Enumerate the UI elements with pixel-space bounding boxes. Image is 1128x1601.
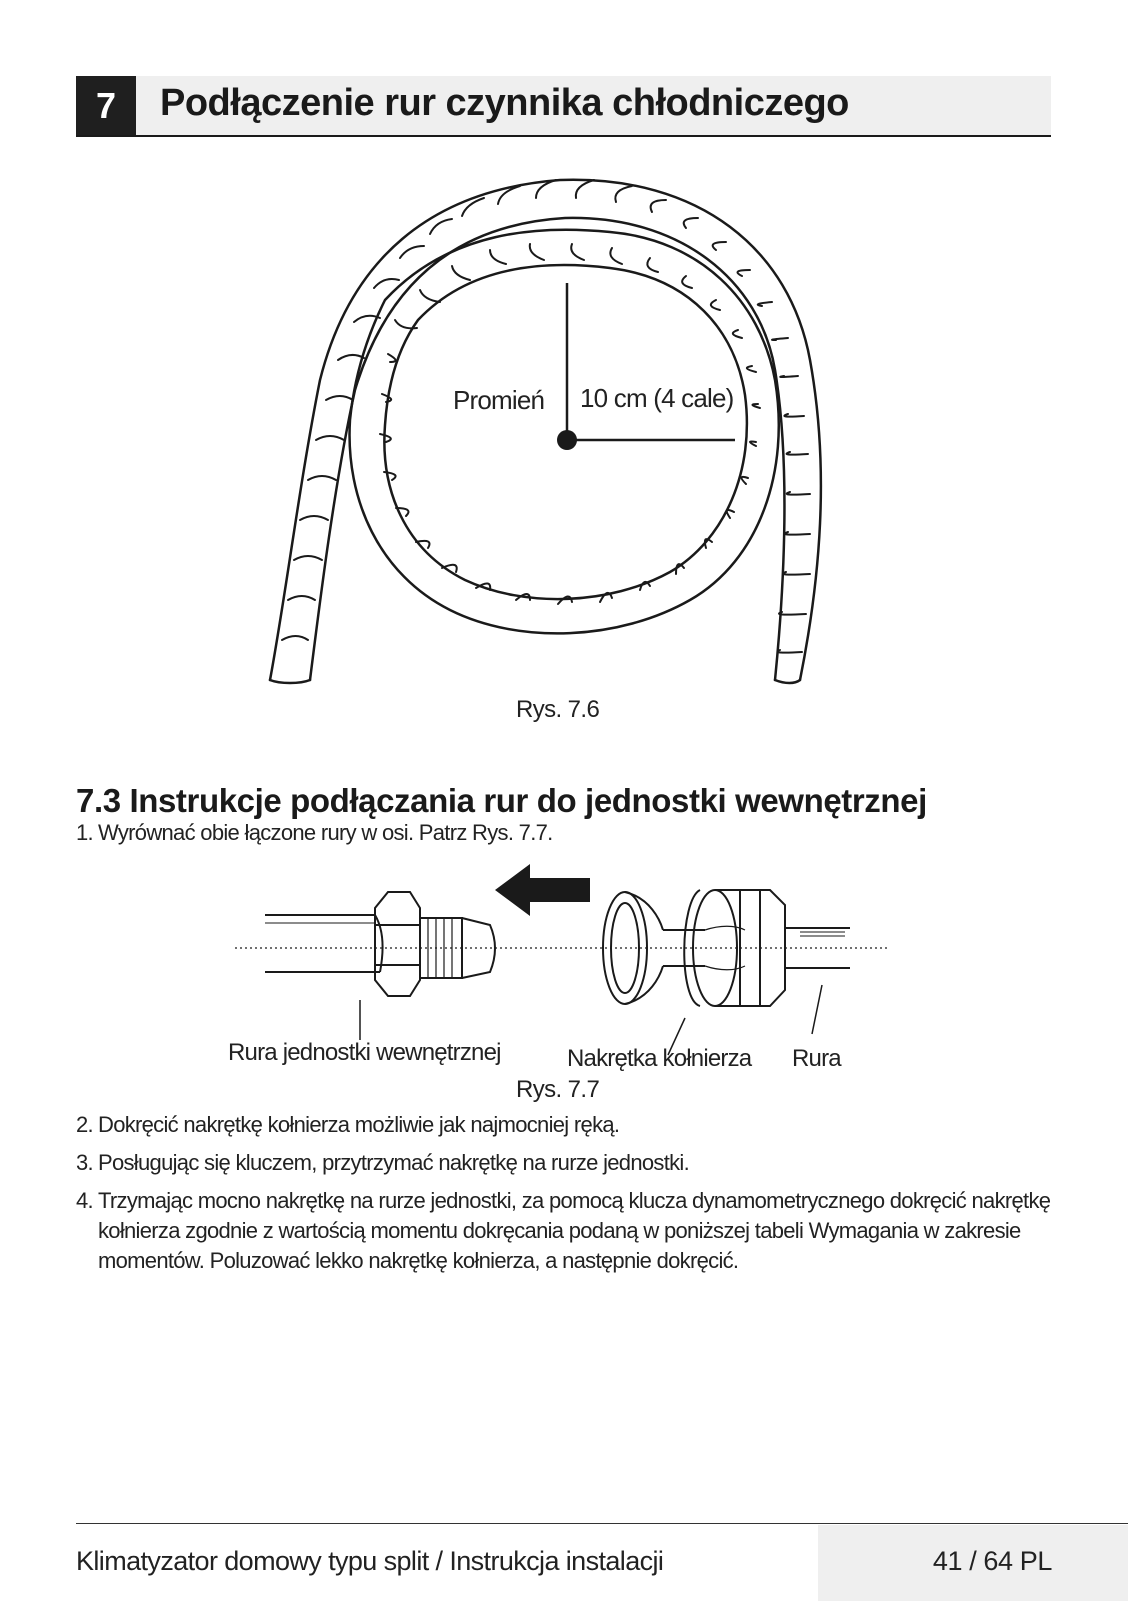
step-text: Posługując się kluczem, przytrzymać nakrętkę na rurze jednostki. [98, 1150, 690, 1175]
section-title: Podłączenie rur czynnika chłodniczego [160, 82, 849, 124]
section-header [76, 76, 1051, 137]
footer-rule [76, 1523, 1128, 1524]
step-text: Wyrównać obie łączone rury w osi. Patrz Rys. 7.7. [98, 820, 553, 845]
step-3 [76, 1148, 1051, 1178]
label-flare-nut: Nakrętka kołnierza [567, 1045, 752, 1072]
step-1 [76, 818, 1051, 848]
step-2 [76, 1110, 1051, 1140]
figure-coiled-pipe [250, 170, 860, 690]
step-number: 1. [76, 820, 93, 845]
radius-label: Promień [453, 385, 545, 415]
step-text: Trzymając mocno nakrętkę na rurze jednostki, za pomocą klucza dynamometrycznego dokręcić nakrętkę kołnierza zgodnie z wartością momentu dokręcania podaną w poniższej tabeli Wymagania w zakresie momentów. Poluzować lekko nakrętkę kołnierza, a następnie dokręcić. [98, 1188, 1051, 1273]
center-dot [557, 430, 577, 450]
step-number: 4. [76, 1188, 93, 1213]
step-4 [76, 1186, 1051, 1276]
direction-arrow [495, 864, 590, 916]
radius-value: 10 cm (4 cale) [580, 383, 734, 413]
subsection-title: 7.3 Instrukcje podłączania rur do jednostki wewnętrznej [76, 782, 927, 819]
figure-7-6-caption: Rys. 7.6 [516, 696, 600, 723]
section-number: 7 [76, 76, 136, 135]
label-pipe: Rura [792, 1045, 841, 1072]
label-indoor-pipe: Rura jednostki wewnętrznej [228, 1039, 501, 1066]
footer-document-title: Klimatyzator domowy typu split / Instrukcja instalacji [76, 1546, 664, 1576]
footer-page-number: 41 / 64 PL [932, 1546, 1052, 1576]
figure-pipe-alignment [220, 860, 900, 1080]
step-number: 2. [76, 1112, 93, 1137]
step-text: Dokręcić nakrętkę kołnierza możliwie jak najmocniej ręką. [98, 1112, 620, 1137]
step-number: 3. [76, 1150, 93, 1175]
figure-7-7-caption: Rys. 7.7 [516, 1076, 600, 1103]
alignment-drawing [235, 890, 890, 1055]
coil-drawing [270, 180, 821, 683]
